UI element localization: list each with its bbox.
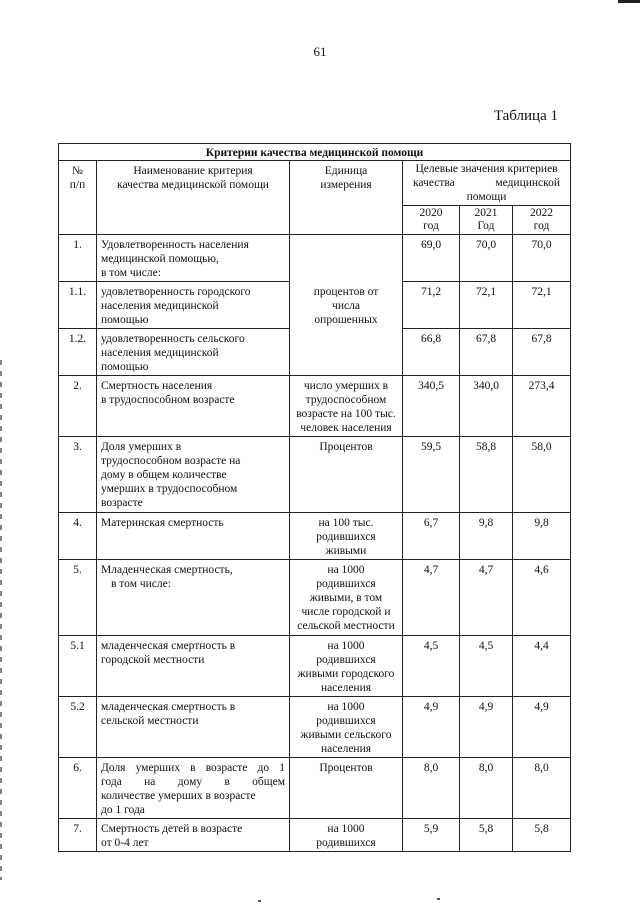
criteria-table (58, 143, 571, 852)
value-2020: 69,0 (403, 235, 460, 282)
table-row (59, 560, 571, 636)
page-number: 61 (313, 44, 327, 59)
row-number: 1.1. (59, 282, 97, 329)
criterion-name: удовлетворенность городского населения медицинской помощью (97, 282, 290, 329)
value-2022: 67,8 (513, 329, 571, 376)
table-title: Критерии качества медицинской помощи (59, 144, 571, 161)
value-2022: 72,1 (513, 282, 571, 329)
table-row (59, 513, 571, 560)
header-year-2022: 2022 год (513, 206, 571, 235)
unit-of-measure: число умерших в трудоспособном возрасте на 100 тыс. человек населения (290, 376, 403, 437)
value-2022: 4,6 (513, 560, 571, 636)
criterion-name: Удовлетворенность населения медицинской помощью, в том числе: (97, 235, 290, 282)
criterion-name: удовлетворенность сельского населения медицинской помощью (97, 329, 290, 376)
header-year-2020: 2020 год (403, 206, 460, 235)
value-2022: 4,4 (513, 636, 571, 697)
value-2020: 5,9 (403, 819, 460, 852)
value-2022: 4,9 (513, 697, 571, 758)
value-2020: 4,5 (403, 636, 460, 697)
header-target-values: Целевые значения критериев качества медицинской помощи (403, 161, 571, 206)
unit-of-measure: Процентов (290, 758, 403, 819)
value-2022: 70,0 (513, 235, 571, 282)
criterion-name: младенческая смертность в сельской местности (97, 697, 290, 758)
table-row (59, 636, 571, 697)
table-row (59, 758, 571, 819)
table-row (59, 376, 571, 437)
value-2022: 8,0 (513, 758, 571, 819)
criterion-name: Доля умерших в трудоспособном возрасте на дому в общем количестве умерших в трудоспособном возрасте (97, 437, 290, 513)
scan-dot (437, 898, 440, 900)
row-number: 2. (59, 376, 97, 437)
table-row (59, 819, 571, 852)
unit-of-measure: на 1000 родившихся (290, 819, 403, 852)
value-2020: 66,8 (403, 329, 460, 376)
criterion-name: Смертность детей в возрасте от 0-4 лет (97, 819, 290, 852)
header-criterion-name: Наименование критерия качества медицинской помощи (97, 161, 290, 235)
value-2020: 4,7 (403, 560, 460, 636)
binding-edge (0, 360, 2, 880)
value-2021: 4,7 (460, 560, 513, 636)
value-2022: 273,4 (513, 376, 571, 437)
row-number: 5.1 (59, 636, 97, 697)
table-row (59, 235, 571, 282)
row-number: 7. (59, 819, 97, 852)
value-2022: 58,0 (513, 437, 571, 513)
value-2021: 340,0 (460, 376, 513, 437)
unit-shared-satisfaction: процентов от числа опрошенных (290, 235, 403, 376)
table-title-row (59, 144, 571, 161)
value-2021: 58,8 (460, 437, 513, 513)
value-2021: 70,0 (460, 235, 513, 282)
value-2022: 9,8 (513, 513, 571, 560)
value-2020: 71,2 (403, 282, 460, 329)
unit-of-measure: на 1000 родившихся живыми, в том числе городской и сельской местности (290, 560, 403, 636)
row-number: 6. (59, 758, 97, 819)
unit-of-measure: на 1000 родившихся живыми городского населения (290, 636, 403, 697)
row-number: 4. (59, 513, 97, 560)
table-row (59, 697, 571, 758)
value-2021: 4,9 (460, 697, 513, 758)
header-unit: Единица измерения (290, 161, 403, 235)
value-2020: 4,9 (403, 697, 460, 758)
value-2020: 59,5 (403, 437, 460, 513)
value-2021: 72,1 (460, 282, 513, 329)
table-row (59, 437, 571, 513)
value-2021: 8,0 (460, 758, 513, 819)
unit-of-measure: Процентов (290, 437, 403, 513)
header-year-2021: 2021 Год (460, 206, 513, 235)
row-number: 5.2 (59, 697, 97, 758)
criterion-name: Материнская смертность (97, 513, 290, 560)
row-number: 5. (59, 560, 97, 636)
value-2022: 5,8 (513, 819, 571, 852)
scan-edge-mark (618, 0, 640, 3)
row-number: 1. (59, 235, 97, 282)
row-number: 1.2. (59, 329, 97, 376)
value-2021: 4,5 (460, 636, 513, 697)
criterion-name: Смертность населения в трудоспособном возрасте (97, 376, 290, 437)
value-2020: 6,7 (403, 513, 460, 560)
value-2021: 9,8 (460, 513, 513, 560)
criterion-name: младенческая смертность в городской местности (97, 636, 290, 697)
table-caption: Таблица 1 (493, 108, 558, 124)
header-num: № п/п (59, 161, 97, 235)
unit-of-measure: на 1000 родившихся живыми сельского населения (290, 697, 403, 758)
row-number: 3. (59, 437, 97, 513)
unit-of-measure: на 100 тыс. родившихся живыми (290, 513, 403, 560)
criterion-name: Доля умерших в возрасте до 1 года на дому в общем количестве умерших в возрасте до 1 года (97, 758, 290, 819)
scan-dot (258, 900, 261, 902)
value-2020: 340,5 (403, 376, 460, 437)
header-row (59, 161, 571, 206)
value-2021: 5,8 (460, 819, 513, 852)
value-2021: 67,8 (460, 329, 513, 376)
criterion-name: Младенческая смертность, в том числе: (97, 560, 290, 636)
value-2020: 8,0 (403, 758, 460, 819)
